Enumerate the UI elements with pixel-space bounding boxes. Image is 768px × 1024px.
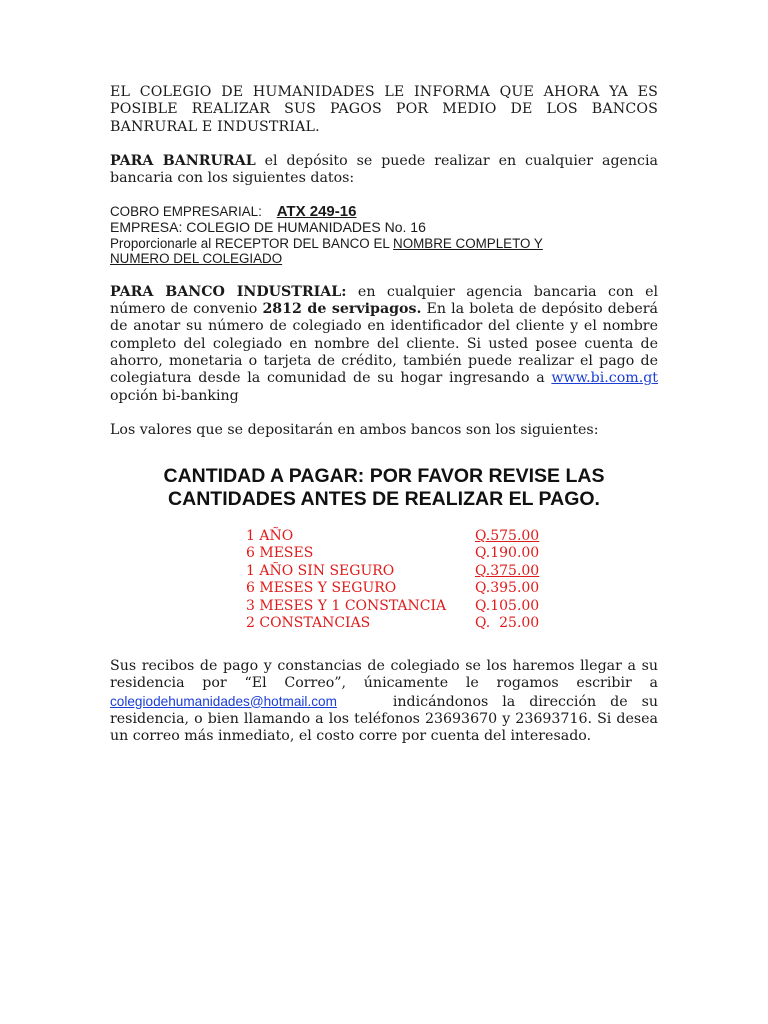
industrial-text-2: En la boleta de depósito deberá de anotar su número de colegiado en identificador del cliente y el nombre completo del colegiado en nombre del cliente. Si usted posee cuenta de ahorro, monetaria o tarjeta de crédito, también puede realizar el pago de colegiatura desde la comunidad de su hogar ingresando a [110, 301, 658, 387]
price-label: 1 AÑO [246, 528, 294, 544]
price-value: Q. 25.00 [475, 615, 540, 632]
banrural-text: el depósito se puede realizar en cualquier agencia bancaria con los siguientes datos: [110, 152, 659, 187]
price-row [246, 563, 556, 580]
closing-text-2: indicándonos la dirección de su residencia, o bien llamando a los teléfonos 23693670 y 23693716. Si desea un correo más inmediato, el costo corre por cuenta del interesado. [110, 693, 663, 745]
receptor-underlined-1: NOMBRE COMPLETO Y [393, 235, 543, 251]
closing-block [110, 658, 663, 745]
price-value: Q.575.00 [475, 528, 540, 544]
payment-banner [110, 465, 658, 511]
industrial-text-3: opción bi-banking [110, 387, 239, 404]
price-label: 1 AÑO SIN SEGURO [246, 562, 395, 579]
price-row [246, 580, 556, 597]
email-link[interactable]: colegiodehumanidades@hotmail.com [110, 693, 337, 709]
price-row [246, 545, 556, 562]
receptor-underlined-2: NUMERO DEL COLEGIADO [110, 251, 283, 267]
price-row [246, 598, 556, 615]
price-label: 2 CONSTANCIAS [246, 615, 371, 632]
banner-line-1: CANTIDAD A PAGAR: POR FAVOR REVISE LAS [163, 465, 605, 487]
price-value: Q.190.00 [475, 545, 540, 562]
industrial-paragraph [110, 284, 658, 405]
banner-line-2: CANTIDADES ANTES DE REALIZAR EL PAGO. [168, 488, 600, 510]
intro-paragraph: EL COLEGIO DE HUMANIDADES LE INFORMA QUE AHORA YA ES POSIBLE REALIZAR SUS PAGOS POR MEDIO DE LOS BANCOS BANRURAL E INDUSTRIAL. [110, 84, 658, 135]
empresa-line: EMPRESA: COLEGIO DE HUMANIDADES No. 16 [110, 219, 426, 236]
price-label: 3 MESES Y 1 CONSTANCIA [246, 597, 447, 614]
price-label: 6 MESES [246, 545, 314, 562]
document-body [110, 84, 658, 439]
price-value: Q.105.00 [475, 597, 540, 614]
price-value: Q.375.00 [475, 562, 540, 579]
cobro-value: ATX 249-16 [276, 203, 357, 221]
convenio-number: 2812 de servipagos. [262, 301, 422, 318]
price-row [246, 528, 556, 545]
price-row [246, 615, 556, 632]
banrural-details [110, 204, 658, 266]
banrural-heading: PARA BANRURAL [110, 152, 256, 169]
banrural-paragraph [110, 153, 658, 188]
receptor-text: Proporcionarle al RECEPTOR DEL BANCO EL [110, 235, 394, 251]
cobro-label: COBRO EMPRESARIAL: [110, 204, 262, 220]
receptor-line [110, 236, 658, 252]
bi-website-link[interactable]: www.bi.com.gt [551, 370, 658, 387]
industrial-heading: PARA BANCO INDUSTRIAL: [110, 283, 347, 300]
price-list [246, 528, 556, 632]
cobro-line [110, 204, 658, 220]
price-value: Q.395.00 [475, 580, 540, 597]
industrial-text-1: en cualquier agencia bancaria con el número de convenio [110, 283, 659, 318]
price-label: 6 MESES Y SEGURO [246, 580, 397, 597]
values-intro: Los valores que se depositarán en ambos bancos son los siguientes: [110, 421, 599, 438]
closing-paragraph [110, 658, 663, 745]
closing-text-1: Sus recibos de pago y constancias de colegiado se los haremos llegar a su residencia por “El Correo”, únicamente le rogamos escribir a [110, 658, 658, 692]
